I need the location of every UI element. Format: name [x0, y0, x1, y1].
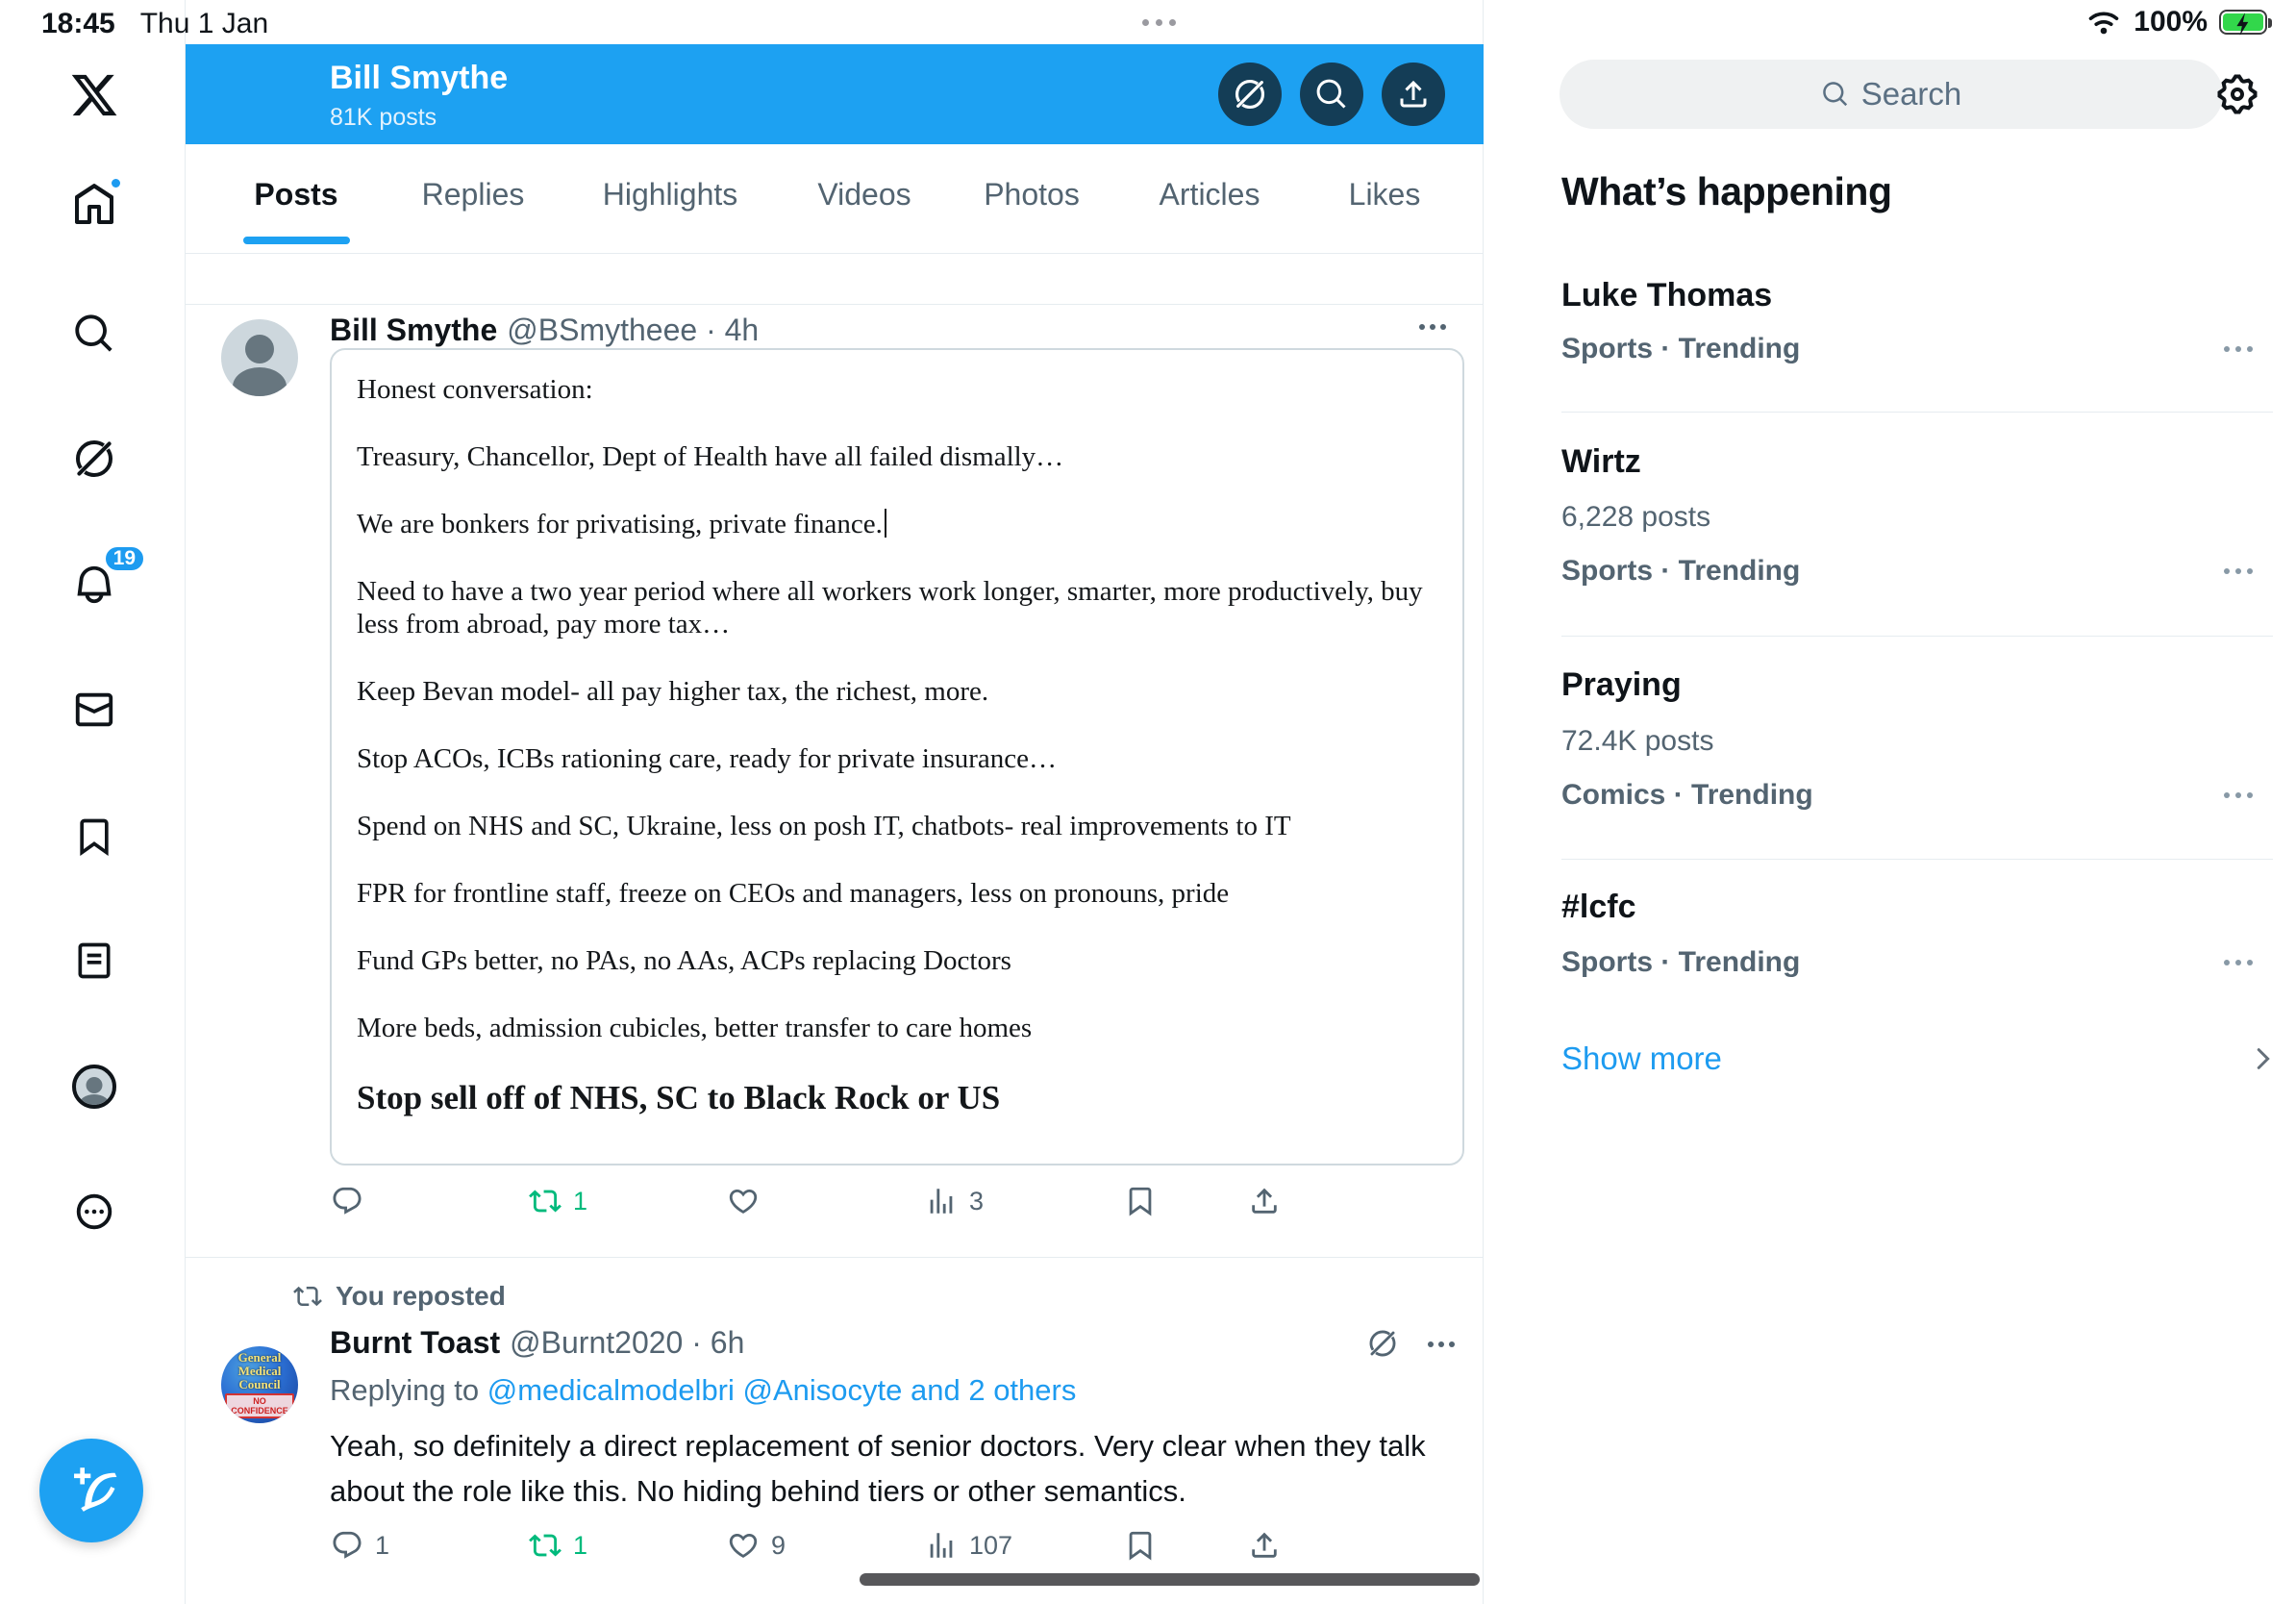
- repost-button[interactable]: [529, 1529, 587, 1562]
- avatar[interactable]: [221, 319, 298, 396]
- trend-post-count: 6,228 posts: [1561, 501, 1711, 533]
- tweet-author-name[interactable]: Burnt Toast: [330, 1325, 501, 1360]
- right-sidebar: [1484, 0, 2296, 1604]
- share-profile-button[interactable]: [1382, 63, 1445, 126]
- reply-button[interactable]: [331, 1185, 363, 1217]
- profile-icon[interactable]: [67, 1060, 121, 1114]
- trend-name[interactable]: #lcfc: [1561, 889, 1636, 925]
- chevron-right-icon: [2248, 1044, 2277, 1078]
- repost-banner-label: You reposted: [336, 1281, 506, 1311]
- profile-tabs: [186, 144, 1484, 254]
- repost-banner[interactable]: [293, 1281, 506, 1312]
- x-logo-icon[interactable]: [67, 68, 121, 122]
- tweet-line: Need to have a two year period where all workers work longer, smarter, more productively, buy less from abroad, pay more tax…: [357, 576, 1423, 639]
- search-placeholder: Search: [1860, 76, 1962, 112]
- divider: [1561, 636, 2273, 637]
- settings-gear-icon[interactable]: [2214, 71, 2260, 122]
- tweet-line: Honest conversation:: [357, 374, 593, 405]
- views-button[interactable]: [925, 1185, 984, 1217]
- compose-post-button[interactable]: [39, 1439, 143, 1542]
- tweet-line: Fund GPs better, no PAs, no AAs, ACPs replacing Doctors: [357, 945, 1011, 976]
- tweet-line: We are bonkers for privatising, private finance.: [357, 508, 1439, 540]
- share-button[interactable]: [1248, 1185, 1281, 1217]
- multitasking-indicator-icon[interactable]: [1142, 19, 1176, 26]
- reply-button[interactable]: [331, 1529, 389, 1562]
- divider: [186, 304, 1484, 305]
- reply-count: 1: [375, 1530, 390, 1560]
- tweet-line: Treasury, Chancellor, Dept of Health have all failed dismally…: [357, 441, 1064, 472]
- bookmark-button[interactable]: [1124, 1529, 1157, 1562]
- views-button[interactable]: [925, 1529, 1012, 1562]
- profile-post-count: 81K posts: [330, 104, 437, 131]
- replying-to-line: [330, 1373, 1076, 1408]
- tweet-image-text-card[interactable]: [330, 348, 1464, 1165]
- like-button[interactable]: [727, 1185, 760, 1217]
- tweet-line: More beds, admission cubicles, better transfer to care homes: [357, 1013, 1033, 1043]
- home-icon[interactable]: [67, 178, 121, 232]
- tab-highlights[interactable]: Highlights: [602, 177, 738, 212]
- battery-percent: 100%: [2134, 6, 2208, 38]
- trend-more-icon[interactable]: [2224, 792, 2253, 798]
- left-nav-rail: [0, 0, 186, 1604]
- tab-posts[interactable]: Posts: [254, 177, 338, 212]
- trend-meta: Sports · Trending: [1561, 333, 1801, 364]
- grok-actions-icon[interactable]: [1366, 1327, 1399, 1365]
- like-count: 9: [771, 1530, 786, 1560]
- tweet-more-icon[interactable]: [1428, 1339, 1455, 1350]
- lists-icon[interactable]: [67, 934, 121, 988]
- tweet-text: Yeah, so definitely a direct replacement of senior doctors. Very clear when they talk about the role like this. No hiding behind tiers or other semantics.: [330, 1429, 1426, 1508]
- views-count: 107: [969, 1530, 1013, 1560]
- grok-icon[interactable]: [67, 432, 121, 486]
- tweet-line: FPR for frontline staff, freeze on CEOs and managers, less on pronouns, pride: [357, 878, 1230, 909]
- views-count: 3: [969, 1186, 985, 1216]
- avatar-stamp: NO CONFIDENCE: [225, 1393, 294, 1418]
- search-profile-button[interactable]: [1300, 63, 1363, 126]
- trend-name[interactable]: Praying: [1561, 666, 1682, 703]
- explore-search-icon[interactable]: [67, 307, 121, 361]
- date: Thu 1 Jan: [139, 8, 269, 39]
- trend-more-icon[interactable]: [2224, 346, 2253, 352]
- replying-prefix: Replying to: [330, 1373, 480, 1407]
- tweet-actions: [186, 1529, 1484, 1571]
- trend-name[interactable]: Wirtz: [1561, 443, 1641, 480]
- trend-post-count: 72.4K posts: [1561, 725, 1714, 757]
- trend-name[interactable]: Luke Thomas: [1561, 277, 1773, 313]
- like-button[interactable]: [727, 1529, 786, 1562]
- tweet-author-handle-time[interactable]: @BSmytheee · 4h: [507, 313, 760, 347]
- tweet-line: Keep Bevan model- all pay higher tax, the richest, more.: [357, 676, 989, 707]
- tab-articles[interactable]: Articles: [1159, 177, 1260, 212]
- tab-photos[interactable]: Photos: [984, 177, 1080, 212]
- grok-profile-button[interactable]: [1218, 63, 1282, 126]
- avatar-text: General: [237, 1350, 282, 1365]
- bookmarks-icon[interactable]: [67, 810, 121, 864]
- divider: [1561, 412, 2273, 413]
- tweet-bold-line: Stop sell off of NHS, SC to Black Rock or US: [357, 1079, 1001, 1116]
- tab-likes[interactable]: Likes: [1348, 177, 1421, 212]
- active-tab-indicator: [243, 237, 350, 244]
- search-icon: [1821, 80, 1850, 109]
- repost-icon: [293, 1282, 322, 1311]
- tweet-author-name[interactable]: Bill Smythe: [330, 313, 498, 347]
- trend-more-icon[interactable]: [2224, 960, 2253, 965]
- trend-meta: Sports · Trending: [1561, 555, 1801, 587]
- divider: [186, 1257, 1484, 1258]
- notifications-badge: 19: [103, 544, 146, 573]
- tweet-line: Stop ACOs, ICBs rationing care, ready for private insurance…: [357, 743, 1058, 774]
- tweet-more-icon[interactable]: [1419, 321, 1446, 333]
- horizontal-scrollbar[interactable]: [860, 1573, 1480, 1586]
- repost-count: 1: [573, 1530, 588, 1560]
- trend-more-icon[interactable]: [2224, 568, 2253, 574]
- show-more-link[interactable]: Show more: [1561, 1040, 1722, 1076]
- avatar-text: Medical: [237, 1364, 282, 1378]
- search-input[interactable]: [1560, 60, 2223, 129]
- timeline-column: [186, 0, 1484, 1604]
- replying-others[interactable]: and 2 others: [911, 1373, 1077, 1407]
- status-bar: [0, 0, 2296, 44]
- home-unread-dot: [109, 176, 123, 190]
- tab-replies[interactable]: Replies: [421, 177, 525, 212]
- more-menu-icon[interactable]: [67, 1185, 121, 1239]
- messages-icon[interactable]: [67, 683, 121, 737]
- clock: 18:45: [41, 8, 115, 39]
- tweet-actions: [186, 1185, 1484, 1227]
- battery-icon: [2219, 10, 2267, 35]
- trend-meta: Sports · Trending: [1561, 946, 1801, 978]
- text-cursor: [885, 509, 886, 538]
- replying-mentions[interactable]: @medicalmodelbri @Anisocyte: [487, 1373, 903, 1407]
- wifi-icon: [2085, 8, 2122, 37]
- repost-button[interactable]: [529, 1185, 587, 1217]
- tweet-author-handle-time[interactable]: @Burnt2020 · 6h: [510, 1325, 745, 1360]
- profile-header: [186, 44, 1484, 144]
- bookmark-button[interactable]: [1124, 1185, 1157, 1217]
- profile-name: Bill Smythe: [330, 60, 509, 96]
- repost-count: 1: [573, 1186, 588, 1216]
- tab-videos[interactable]: Videos: [817, 177, 911, 212]
- tweet-line: Spend on NHS and SC, Ukraine, less on posh IT, chatbots- real improvements to IT: [357, 811, 1291, 841]
- notifications-icon[interactable]: [67, 547, 136, 612]
- trend-meta: Comics · Trending: [1561, 779, 1813, 811]
- divider: [1561, 859, 2273, 860]
- avatar-text: Council: [238, 1377, 281, 1391]
- share-button[interactable]: [1248, 1529, 1281, 1562]
- avatar[interactable]: [221, 1346, 298, 1423]
- whats-happening-title: What’s happening: [1561, 169, 1892, 213]
